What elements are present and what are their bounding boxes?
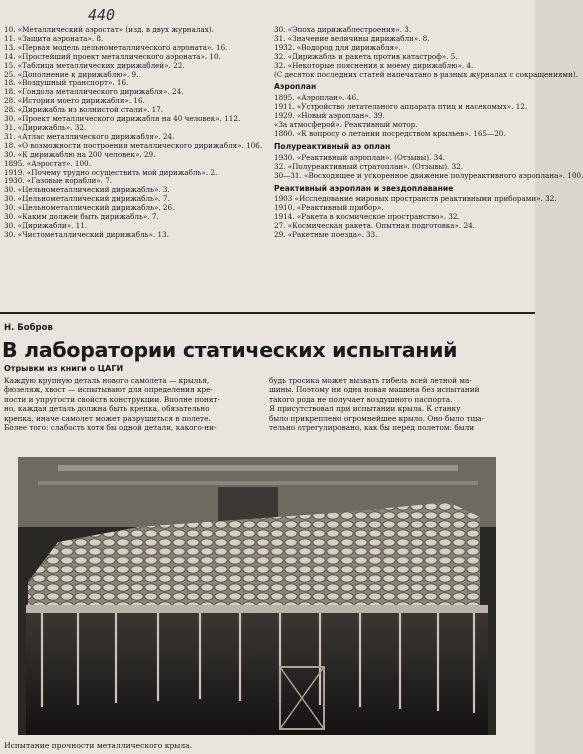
bibliography-entry: 1800. «К вопросу о летании посредством крыльев». 165—20. [274, 128, 506, 138]
bibliography-entry: 1895. «Аэростат». 100. [4, 158, 91, 168]
bibliography-entry: 1919. «Почему трудно осуществить мой дирижабль». 2. [4, 167, 218, 177]
bibliography-entry: 28. «Дирижабль из волнистой стали». 17. [4, 105, 164, 115]
section-heading: Полуреактивный аэ оплан [274, 141, 391, 151]
bibliography-entry: 30. «Дирижабли». 11. [4, 220, 88, 230]
bibliography-entry: 1930. «Реактивный аэроплан». (Отзывы). 34. [274, 152, 446, 162]
article-text-line: но, каждая деталь должна быть крепка, обязательно [4, 404, 210, 414]
bibliography-entry: 25. «Дополнение к дирижаблю». 9. [4, 69, 139, 79]
bibliography-entry: 1903 «Исследование мировых пространств реактивными приборами». 32. [274, 194, 557, 204]
bibliography-entry: 30. «Цельнометаллический дирижабль». 3. [4, 185, 170, 195]
article-text-line: было прикреплено огромнейшее крыло. Оно было тща- [269, 413, 485, 423]
bibliography-entry: 31. «Атлас металлического дирижабля». 24. [4, 131, 175, 141]
bibliography-entry: 1932. «Водород для дирижабля». [274, 42, 401, 52]
bibliography-entry: 1914. «Ракета в космическое пространство». 32. [274, 212, 460, 222]
bibliography-entry: 1910. «Реактивный прибор». [274, 203, 384, 213]
article-text-line: будь тросика может вызвать гибель всей летной ма- [269, 376, 472, 385]
article-title: В лаборатории статических испытаний [2, 338, 458, 362]
bibliography-entry: 30. «Эпоха дирижаблестроения». 3. [274, 25, 412, 34]
bibliography-entry: 11. «Защита аэроната». 8. [4, 33, 104, 43]
article-text-line: Более того: слабость хотя бы одной детали, какого-ни- [4, 423, 217, 433]
bibliography-entry: «За атмосферой». Реактивный мотор. [274, 120, 418, 130]
bibliography-entry: 31. «Значение величины дирижабля». 8. [274, 33, 430, 43]
bibliography-sections [274, 82, 583, 240]
article-text-line: Каждую крупную деталь нового самолета — крылья, [4, 376, 210, 385]
bibliography-entry: 30. «Цельнометаллический дирижабль». 26. [4, 203, 175, 213]
bibliography-entry: 30. «Проект металлического дирижабля на 40 человек». 112. [4, 114, 241, 124]
bibliography-entry: 30. «Цельнометаллический дирижабль». 7. [4, 194, 170, 204]
wing-test-photo [18, 457, 496, 735]
bibliography-right-column [274, 25, 583, 240]
bibliography-entry: 30. «Чистометаллический дирижабль». 13. [4, 229, 169, 239]
bibliography-entry: 28. «История моего дирижабля». 16. [4, 96, 145, 106]
bibliography-entry: 29. «Ракетные поезда». 33. [274, 230, 378, 240]
bibliography-entry: (С десяток последних статей напечатано в разных журналах с сокращениями). [274, 69, 578, 79]
bibliography-left-column [4, 26, 262, 240]
bibliography-entry: 30. «Каким должен быть дирижабль». 7. [4, 212, 159, 222]
bibliography-entry: 30. «К дирижаблю на 200 человек». 29. [4, 149, 156, 159]
photo-caption: Испытание прочности металлического крыла. [4, 741, 193, 750]
bibliography-entry: 13. «Первая модель цельнометаллического аэроната». 16. [4, 42, 228, 52]
article-body-right [269, 376, 531, 432]
article-text-line: Я присутствовал при испытании крыла. К станку [269, 404, 461, 414]
bibliography-entry: 18. «Воздушный транспорт». 16. [4, 78, 129, 88]
bibliography-entry: 18. «О возможности построения металлического дирижабля». 106. [4, 140, 263, 150]
article-author: Н. Бобров [4, 323, 53, 333]
bibliography-entry: 15. «Таблица металлических дирижаблей». 22. [4, 60, 185, 70]
handwritten-mark: 440 [88, 6, 116, 24]
bibliography-entry: 10. «Металлический аэростат» (изд. в двух журналах). [4, 25, 214, 34]
section-heading: Аэроплан [274, 82, 317, 92]
section-divider [0, 312, 535, 314]
bibliography-right-list [274, 25, 578, 79]
article-text-line: фюзеляж, хвост — испытывают для определения кре- [4, 385, 213, 395]
bibliography-entry: 30—31. «Восходящее и ускоренное движение полуреактивного аэроплана». 100. [274, 170, 583, 180]
article-text-line: шины. Поэтому ни одна новая машина без испытаний [269, 385, 480, 395]
article-text-line: пости и упругости свойств конструкции. Вполне понят- [4, 394, 220, 404]
bibliography-entry: 1895. «Аэроплан». 46. [274, 93, 359, 103]
article-text-line: крепка, иначе самолет может разрушиться в полете. [4, 413, 211, 423]
section-heading: Реактивный аэроплан и звездоплавание [274, 183, 454, 193]
bibliography-entry: 1911. «Устройство летательного аппарата птиц и насекомых». 12. [274, 102, 528, 112]
bibliography-entry: 31. «Дирижабль». 32. [4, 122, 87, 132]
bibliography-entry: 32. «Дирижабль и ракета против катастроф». 5. [274, 51, 458, 61]
article-subtitle: Отрывки из книги о ЦАГИ [4, 364, 124, 373]
bibliography-entry: 32. «Некоторые пояснения к моему дирижаблю». 4. [274, 60, 474, 70]
article-text-line: тельно отрегулировано, как бы перед полетом: были [269, 423, 475, 433]
bibliography-entry: 27. «Космическая ракета. Опытная подготовка». 24. [274, 221, 475, 231]
article-text-line: такого рода не получает воздушного паспорта. [269, 394, 453, 404]
bibliography-entry: 32. «Полуреактивный стратоплан». (Отзывы). 32. [274, 161, 464, 171]
bibliography-entry: 1930. «Газовые корабли». 7. [4, 176, 113, 186]
article-body-left [4, 376, 262, 432]
bibliography-entry: 18. «Гондола металлического дирижабля». 24. [4, 87, 184, 97]
bibliography-entry: 1929. «Новый аэроплан». 39. [274, 111, 385, 121]
bibliography-entry: 14. «Простейший проект металлического аэроната». 10. [4, 51, 221, 61]
